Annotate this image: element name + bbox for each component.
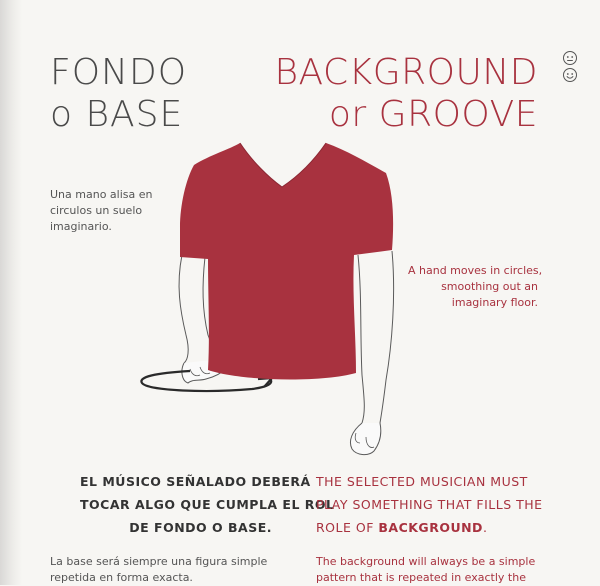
instruction-heading-english-line-1: THE SELECTED MUSICIAN MUST <box>316 474 528 489</box>
caption-spanish-line: imaginario. <box>50 220 112 233</box>
caption-english-line: imaginary floor. <box>451 296 538 309</box>
instruction-heading-spanish <box>80 470 335 539</box>
title-english-line-1: BACKGROUND <box>274 52 538 93</box>
background-emphasis: BACKGROUND <box>378 520 483 535</box>
title-english-line-2: or GROOVE <box>328 94 538 135</box>
instruction-heading-spanish-line: EL MÚSICO SEÑALADO DEBERÁ <box>80 474 311 489</box>
instruction-heading-english-suffix: . <box>482 520 488 535</box>
instruction-heading-spanish-line: DE FONDO O BASE. <box>129 520 272 535</box>
title-spanish <box>50 52 187 136</box>
conductor-gesture-illustration <box>130 135 430 460</box>
smiling-face-icon <box>564 69 577 82</box>
instruction-heading-spanish-line: TOCAR ALGO QUE CUMPLA EL ROL <box>80 497 335 512</box>
instruction-heading-english <box>316 470 556 539</box>
page-binding-shadow <box>0 0 22 585</box>
title-spanish-line-2: o BASE <box>50 94 184 135</box>
instruction-heading-english-line-2: PLAY SOMETHING THAT FILLS THE <box>316 497 543 512</box>
caption-english-line: A hand moves in circles, <box>408 264 543 277</box>
body-text-spanish: La base será siempre una figura simple repetida en forma exacta. <box>50 555 268 584</box>
right-hand-icon <box>350 423 380 455</box>
caption-spanish-line: Una mano alisa en <box>50 188 153 201</box>
title-english <box>274 52 538 136</box>
instruction-heading-english-prefix: ROLE OF <box>316 520 379 535</box>
corner-emoticons <box>562 50 578 84</box>
neutral-face-icon <box>564 52 577 65</box>
right-arm <box>358 251 394 423</box>
caption-english-line: smoothing out an <box>441 280 538 293</box>
caption-spanish-line: circulos un suelo <box>50 204 143 217</box>
title-spanish-line-1: FONDO <box>50 52 188 93</box>
body-text-english: The background will always be a simple pattern that is repeated in exactly the <box>316 555 536 584</box>
instruction-heading-english-line-3 <box>316 516 556 539</box>
